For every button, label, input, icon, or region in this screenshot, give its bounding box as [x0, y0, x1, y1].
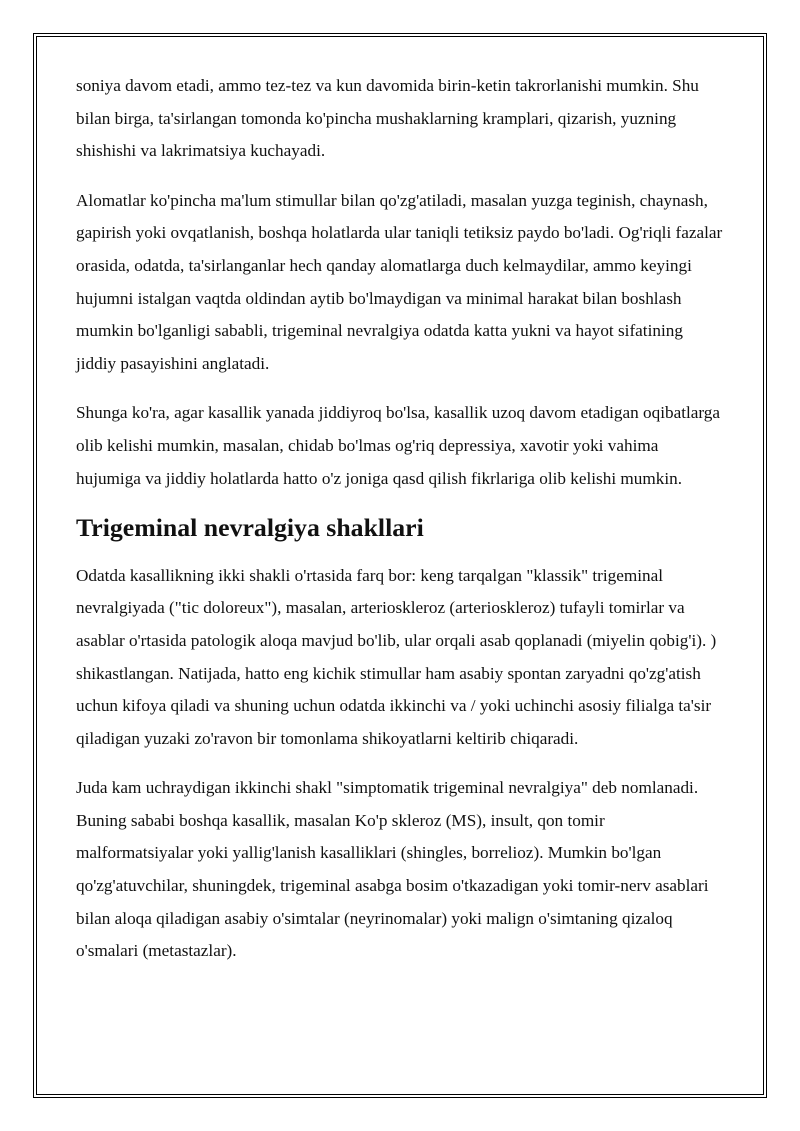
paragraph-1: soniya davom etadi, ammo tez-tez va kun davomida birin-ketin takrorlanishi mumkin. Shu bilan birga, ta'sirlangan tomonda ko'pincha mushaklarning kramplari, qizarish, yuzning shishishi va lakrimatsiya kuchayadi. — [76, 76, 699, 161]
paragraph-5: Juda kam uchraydigan ikkinchi shakl "simptomatik trigeminal nevralgiya" deb nomlanadi. Buning sababi boshqa kasallik, masalan Ko'p skleroz (MS), insult, qon tomir malformatsiyalar yoki yallig'lanish kasalliklari (shingles, borrelioz). Mumkin bo'lgan qo'zg'atuvchilar, shuningdek, trigeminal asabga bosim o'tkazadigan yoki tomir-nerv asablari bilan aloqa qiladigan asabiy o'simtalar (neyrinomalar) yoki malign o'simtaning qizaloq o'smalari (metastazlar). — [76, 778, 709, 961]
document-body — [76, 70, 726, 968]
paragraph-2: Alomatlar ko'pincha ma'lum stimullar bilan qo'zg'atiladi, masalan yuzga teginish, chaynash, gapirish yoki ovqatlanish, boshqa holatlarda ular taniqli tetiksiz paydo bo'ladi. Og'riqli fazalar orasida, odatda, ta'sirlanganlar hech qanday alomatlarga duch kelmaydilar, ammo keyingi hujumni istalgan vaqtda oldindan aytib bo'lmaydigan va minimal harakat bilan boshlash mumkin bo'lganligi sababli, trigeminal nevralgiya odatda katta yukni va hayot sifatining jiddiy pasayishini anglatadi. — [76, 190, 723, 373]
section-heading: Trigeminal nevralgiya shakllari — [76, 513, 424, 543]
paragraph-3: Shunga ko'ra, agar kasallik yanada jiddiyroq bo'lsa, kasallik uzoq davom etadigan oqibatlarga olib kelishi mumkin, masalan, chidab bo'lmas og'riq depressiya, xavotir yoki vahima hujumiga va jiddiy holatlarda hatto o'z joniga qasd qilish fikrlariga olib kelishi mumkin. — [76, 403, 721, 488]
paragraph-4: Odatda kasallikning ikki shakli o'rtasida farq bor: keng tarqalgan "klassik" trigeminal nevralgiyada ("tic doloreux"), masalan, arterioskleroz (arterioskleroz) tufayli tomirlar va asablar o'rtasida patologik aloqa mavjud bo'lib, ular orqali asab qoplanadi (miyelin qobig'i). ) shikastlangan. Natijada, hatto eng kichik stimullar ham asabiy spontan zaryadni qo'zg'atish uchun kifoya qiladi va shuning uchun odatda ikkinchi va / yoki uchinchi asosiy filialga ta'sir qiladigan yuzaki zo'ravon bir tomonlama shikoyatlarni keltirib chiqaradi. — [76, 565, 717, 748]
